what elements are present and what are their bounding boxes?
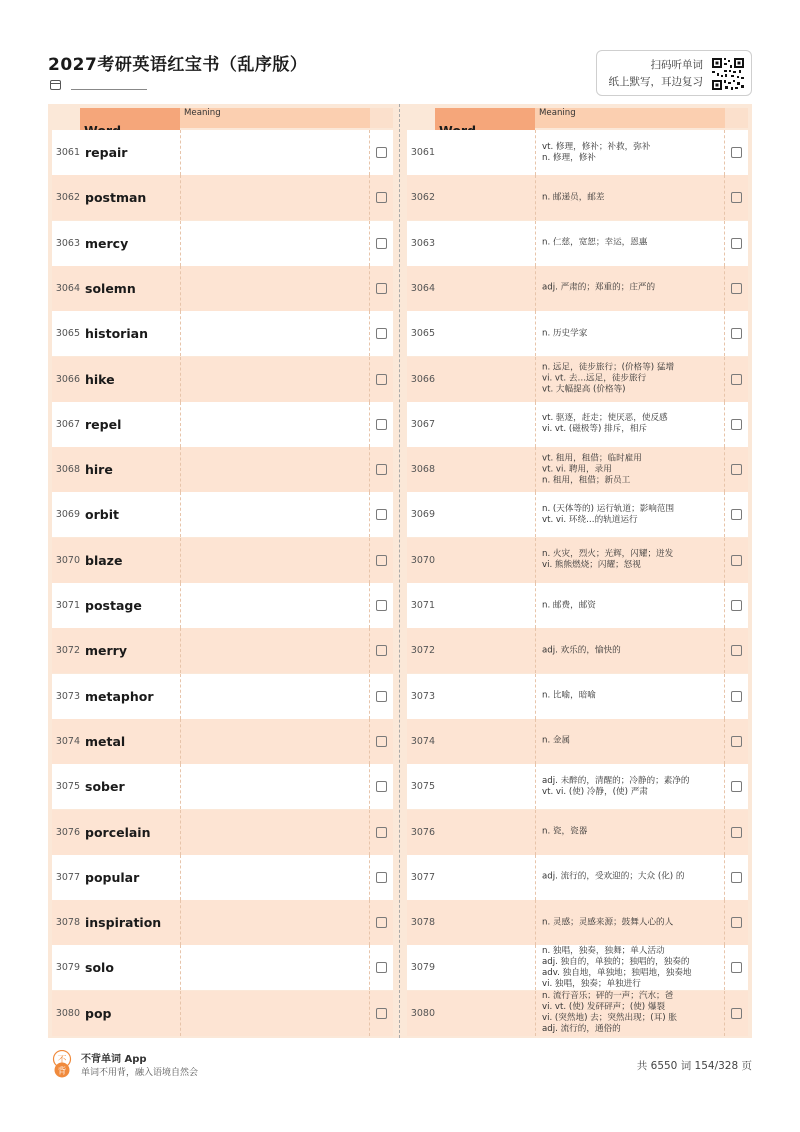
row-number: 3077 — [410, 871, 435, 883]
row-number: 3063 — [55, 237, 80, 249]
vocab-word: repel — [85, 416, 122, 432]
vocab-word: metaphor — [85, 688, 154, 704]
row-number: 3061 — [410, 147, 435, 158]
review-checkbox[interactable] — [376, 600, 387, 611]
review-checkbox[interactable] — [731, 192, 742, 203]
review-checkbox[interactable] — [731, 464, 742, 475]
review-checkbox[interactable] — [731, 1008, 742, 1019]
review-checkbox[interactable] — [376, 872, 387, 883]
row-number: 3074 — [410, 735, 435, 747]
word-row — [52, 402, 393, 447]
word-row — [52, 175, 393, 220]
meaning-blank[interactable] — [180, 719, 370, 764]
row-number: 3062 — [55, 192, 80, 204]
logo-char-top: 不 — [57, 1055, 67, 1066]
meaning-cell — [535, 447, 725, 492]
row-number: 3070 — [55, 554, 80, 566]
review-checkbox[interactable] — [731, 781, 742, 792]
meaning-text: n. 独唱，独奏，独舞；单人活动 adj. 独自的，单独的；独唱的，独奏的 adv. 独自地，单独地；独唱地，独奏地 vi. 独唱，独奏；单独进行 — [542, 945, 692, 989]
meaning-blank[interactable] — [180, 538, 370, 583]
word-row — [52, 900, 393, 945]
meaning-text: n. 比喻，暗喻 — [542, 690, 596, 701]
row-number: 3066 — [410, 373, 435, 385]
qr-caption-line1: 扫码听单词 — [650, 59, 703, 71]
meaning-half-header — [407, 108, 748, 128]
vocab-word: metal — [85, 733, 126, 749]
meaning-row — [407, 447, 748, 492]
meaning-blank[interactable] — [180, 130, 370, 175]
meaning-cell — [535, 538, 725, 583]
qr-caption-line2: 纸上默写，耳边复习 — [608, 76, 703, 88]
page-title: 2027考研英语红宝书（乱序版） — [48, 55, 308, 75]
meaning-cell — [535, 266, 725, 311]
word-row — [52, 674, 393, 719]
meaning-text: n. 邮费，邮资 — [542, 600, 596, 610]
row-number: 3062 — [410, 192, 435, 204]
meaning-cell — [535, 402, 725, 447]
review-checkbox[interactable] — [376, 419, 387, 430]
meaning-blank[interactable] — [180, 266, 370, 311]
row-number: 3066 — [55, 373, 80, 385]
meaning-cell — [535, 991, 725, 1036]
meaning-row — [407, 357, 748, 402]
meaning-text: vt. 租用，租借；临时雇用 vt. vi. 聘用，录用 n. 租用，租借；新员工 — [542, 453, 642, 486]
row-number: 3080 — [410, 1007, 435, 1019]
row-number: 3080 — [55, 1007, 80, 1019]
word-row — [52, 447, 393, 492]
row-number: 3072 — [410, 645, 435, 657]
vocab-word: mercy — [85, 235, 129, 251]
word-row — [52, 357, 393, 402]
meaning-row — [407, 130, 748, 175]
vocab-word: merry — [85, 643, 127, 659]
meaning-cell — [535, 221, 725, 266]
meaning-row — [407, 991, 748, 1036]
vocab-word: hike — [85, 371, 115, 387]
word-row — [52, 764, 393, 809]
meaning-text: n. (天体等的) 运行轨道；影响范围 vt. vi. 环绕…的轨道运行 — [542, 503, 675, 525]
row-number: 3061 — [55, 147, 80, 158]
review-checkbox[interactable] — [731, 419, 742, 430]
meaning-cell — [535, 175, 725, 220]
row-number: 3071 — [55, 600, 80, 611]
word-row — [52, 991, 393, 1036]
meaning-row — [407, 538, 748, 583]
review-checkbox[interactable] — [731, 283, 742, 294]
meaning-half — [403, 104, 752, 1038]
meaning-text: n. 灵感；灵感来源；鼓舞人心的人 — [542, 917, 674, 928]
review-checkbox[interactable] — [731, 872, 742, 883]
meaning-blank[interactable] — [180, 357, 370, 402]
meaning-cell — [535, 945, 725, 990]
row-number: 3064 — [410, 282, 435, 294]
column-header-check — [370, 108, 393, 128]
review-checkbox[interactable] — [376, 917, 387, 928]
row-number: 3064 — [55, 282, 80, 294]
review-checkbox[interactable] — [376, 962, 387, 973]
meaning-text: adj. 严肃的；郑重的；庄严的 — [542, 282, 656, 293]
review-checkbox[interactable] — [376, 238, 387, 249]
qr-card[interactable] — [596, 50, 752, 96]
review-checkbox[interactable] — [731, 962, 742, 973]
word-row — [52, 810, 393, 855]
meaning-row — [407, 855, 748, 900]
row-number: 3065 — [410, 328, 435, 340]
review-checkbox[interactable] — [376, 283, 387, 294]
meaning-text: n. 瓷，瓷器 — [542, 826, 588, 837]
meaning-text: n. 历史学家 — [542, 328, 588, 339]
meaning-blank[interactable] — [180, 492, 370, 537]
row-number: 3071 — [410, 600, 435, 611]
row-number: 3067 — [55, 418, 80, 430]
column-header-meaning: Meaning — [180, 108, 370, 128]
review-checkbox[interactable] — [731, 827, 742, 838]
meaning-row — [407, 945, 748, 990]
meaning-blank[interactable] — [180, 175, 370, 220]
row-number: 3074 — [55, 735, 80, 747]
qr-code-icon[interactable] — [711, 57, 745, 91]
row-number: 3068 — [410, 464, 435, 476]
meaning-blank[interactable] — [180, 628, 370, 673]
meaning-cell — [535, 810, 725, 855]
vocab-word: hire — [85, 462, 113, 478]
meaning-row — [407, 402, 748, 447]
meaning-row — [407, 266, 748, 311]
row-number: 3073 — [55, 690, 80, 702]
meaning-cell — [535, 764, 725, 809]
word-row — [52, 266, 393, 311]
row-number: 3069 — [410, 509, 435, 521]
row-number: 3078 — [55, 917, 80, 929]
meaning-cell — [535, 311, 725, 356]
meaning-blank[interactable] — [180, 583, 370, 628]
word-row — [52, 945, 393, 990]
meaning-cell — [535, 357, 725, 402]
column-header-meaning: Meaning — [535, 108, 725, 128]
word-row — [52, 221, 393, 266]
meaning-text: n. 仁慈，宽恕；幸运，恩惠 — [542, 237, 648, 248]
vocab-table — [48, 104, 752, 1038]
page-footer — [48, 1048, 752, 1080]
meaning-row — [407, 492, 748, 537]
review-checkbox[interactable] — [376, 645, 387, 656]
review-checkbox[interactable] — [376, 1008, 387, 1019]
meaning-blank[interactable] — [180, 447, 370, 492]
review-checkbox[interactable] — [731, 736, 742, 747]
vocab-word: postman — [85, 190, 147, 206]
row-number: 3076 — [55, 826, 80, 838]
word-row — [52, 855, 393, 900]
meaning-row — [407, 221, 748, 266]
app-slogan: 单词不用背，融入语境自然会 — [81, 1068, 199, 1078]
meaning-text: n. 金属 — [542, 735, 571, 746]
vocab-word: porcelain — [85, 824, 151, 840]
word-row — [52, 492, 393, 537]
meaning-blank[interactable] — [180, 855, 370, 900]
review-checkbox[interactable] — [731, 600, 742, 611]
review-checkbox[interactable] — [376, 736, 387, 747]
meaning-row — [407, 311, 748, 356]
meaning-row — [407, 764, 748, 809]
review-checkbox[interactable] — [731, 147, 742, 158]
meaning-blank[interactable] — [180, 945, 370, 990]
row-number: 3065 — [55, 328, 80, 340]
meaning-cell — [535, 719, 725, 764]
meaning-row — [407, 719, 748, 764]
row-number: 3063 — [410, 237, 435, 249]
word-half-header — [52, 108, 393, 128]
row-number: 3067 — [410, 418, 435, 430]
review-checkbox[interactable] — [731, 328, 742, 339]
logo-char-bottom: 背 — [57, 1066, 67, 1077]
review-checkbox[interactable] — [376, 827, 387, 838]
meaning-cell — [535, 583, 725, 628]
review-checkbox[interactable] — [731, 374, 742, 385]
review-checkbox[interactable] — [376, 555, 387, 566]
meaning-blank[interactable] — [180, 402, 370, 447]
vocab-word: inspiration — [85, 915, 162, 931]
row-number: 3077 — [55, 871, 80, 883]
meaning-blank[interactable] — [180, 311, 370, 356]
word-row — [52, 583, 393, 628]
review-checkbox[interactable] — [731, 645, 742, 656]
meaning-row — [407, 900, 748, 945]
vocab-word: postage — [85, 598, 142, 613]
row-number: 3078 — [410, 917, 435, 929]
word-half — [48, 104, 397, 1038]
vocab-word: historian — [85, 326, 148, 342]
meaning-text: n. 邮递员，邮差 — [542, 192, 605, 203]
review-checkbox[interactable] — [376, 691, 387, 702]
meaning-text: adj. 未醉的，清醒的；冷静的；素净的 vt. vi. (使) 冷静，(使) 严肃 — [542, 775, 690, 797]
review-checkbox[interactable] — [376, 192, 387, 203]
app-name: 不背单词 App — [81, 1054, 147, 1065]
row-number: 3069 — [55, 509, 80, 521]
review-checkbox[interactable] — [376, 374, 387, 385]
meaning-blank[interactable] — [180, 810, 370, 855]
meaning-row — [407, 175, 748, 220]
date-blank-line — [71, 80, 147, 90]
review-checkbox[interactable] — [731, 238, 742, 249]
row-number: 3075 — [55, 781, 80, 793]
row-number: 3079 — [55, 962, 80, 974]
row-number: 3075 — [410, 781, 435, 793]
row-number: 3076 — [410, 826, 435, 838]
vocab-word: blaze — [85, 552, 123, 568]
word-row — [52, 628, 393, 673]
meaning-text: vt. 驱逐，赶走；使厌恶，使反感 vi. vt. (磁极等) 排斥，相斥 — [542, 413, 668, 435]
row-number: 3073 — [410, 690, 435, 702]
meaning-cell — [535, 674, 725, 719]
meaning-row — [407, 583, 748, 628]
vocab-word: pop — [85, 1005, 112, 1021]
review-checkbox[interactable] — [376, 781, 387, 792]
vocab-word: sober — [85, 779, 125, 795]
meaning-text: n. 火灾，烈火；光辉，闪耀；迸发 vi. 熊熊燃烧；闪耀；怒视 — [542, 549, 674, 571]
word-row — [52, 538, 393, 583]
meaning-blank[interactable] — [180, 900, 370, 945]
review-checkbox[interactable] — [376, 509, 387, 520]
meaning-text: n. 流行音乐；砰的一声；汽水；爸 vi. vt. (使) 发砰砰声；(使) 爆裂 vi. (突然地) 去；突然出现；(耳) 胀 adj. 流行的，通俗的 — [542, 991, 677, 1035]
review-checkbox[interactable] — [731, 917, 742, 928]
meaning-cell — [535, 130, 725, 175]
vocab-word: popular — [85, 869, 140, 885]
qr-caption — [609, 57, 704, 91]
row-number: 3079 — [410, 962, 435, 974]
vocab-word: repair — [85, 145, 128, 160]
date-field — [50, 80, 147, 90]
meaning-text: adj. 流行的，受欢迎的；大众 (化) 的 — [542, 871, 685, 882]
review-checkbox[interactable] — [731, 691, 742, 702]
row-number: 3068 — [55, 464, 80, 476]
meaning-blank[interactable] — [180, 221, 370, 266]
vocab-word: orbit — [85, 507, 119, 523]
meaning-cell — [535, 628, 725, 673]
meaning-text: vt. 修理，修补；补救，弥补 n. 修理，修补 — [542, 141, 651, 163]
meaning-cell — [535, 900, 725, 945]
meaning-cell — [535, 855, 725, 900]
review-checkbox[interactable] — [731, 509, 742, 520]
meaning-row — [407, 810, 748, 855]
review-checkbox[interactable] — [731, 555, 742, 566]
review-checkbox[interactable] — [376, 464, 387, 475]
word-row — [52, 719, 393, 764]
app-logo-icon — [50, 1050, 74, 1078]
review-checkbox[interactable] — [376, 147, 387, 158]
meaning-blank[interactable] — [180, 764, 370, 809]
calendar-icon — [50, 80, 61, 90]
word-row — [52, 130, 393, 175]
page-info: 共 6550 词 154/328 页 — [636, 1060, 752, 1072]
row-number: 3070 — [410, 554, 435, 566]
word-row — [52, 311, 393, 356]
meaning-cell — [535, 492, 725, 537]
vocab-word: solemn — [85, 280, 136, 296]
review-checkbox[interactable] — [376, 328, 387, 339]
meaning-row — [407, 628, 748, 673]
meaning-row — [407, 674, 748, 719]
fold-divider — [399, 104, 400, 1038]
row-number: 3072 — [55, 645, 80, 657]
column-header-check — [725, 108, 748, 128]
meaning-text: adj. 欢乐的，愉快的 — [542, 645, 621, 656]
page-header — [48, 50, 752, 100]
meaning-blank[interactable] — [180, 674, 370, 719]
vocab-word: solo — [85, 960, 114, 976]
meaning-text: n. 远足，徒步旅行；(价格等) 猛增 vi. vt. 去…远足，徒步旅行 vt. 大幅提高 (价格等) — [542, 362, 675, 395]
meaning-blank[interactable] — [180, 991, 370, 1036]
